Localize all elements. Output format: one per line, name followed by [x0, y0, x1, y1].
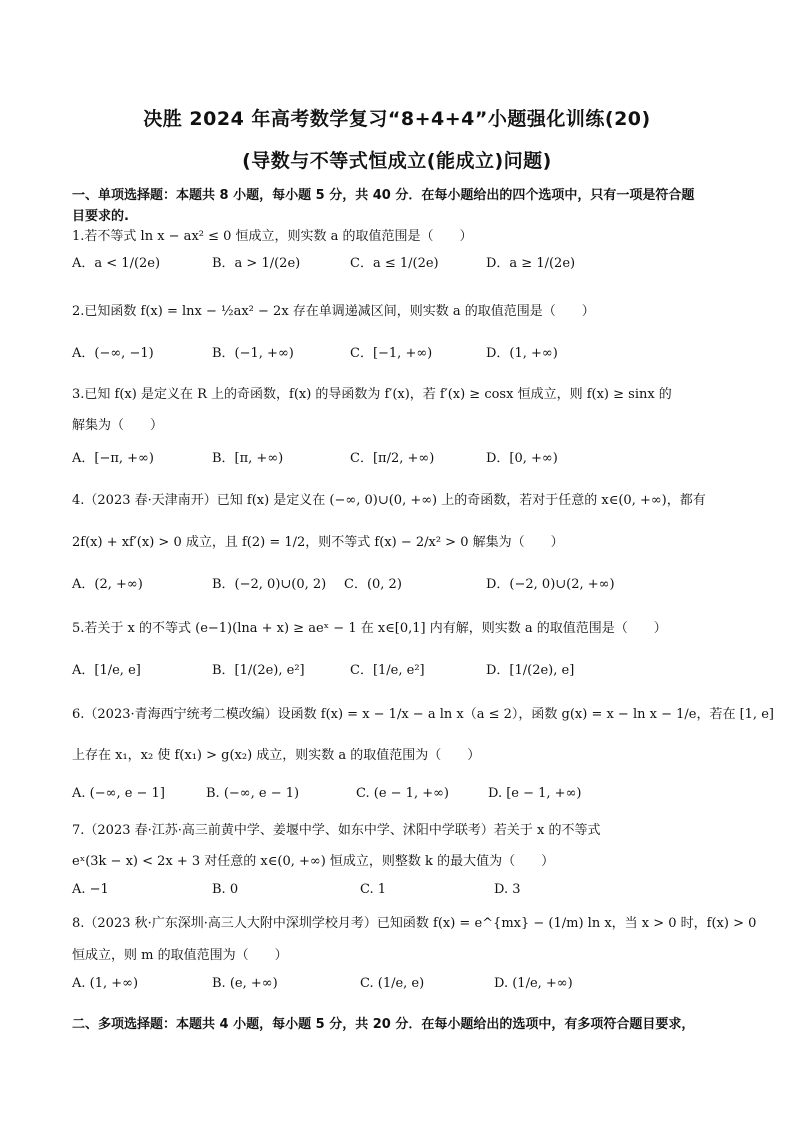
option-b: B．a > 1/(2e) [212, 256, 301, 271]
option-d: D. [e − 1, +∞) [488, 786, 582, 801]
question-8-options [72, 976, 722, 1006]
document-subtitle: (导数与不等式恒成立(能成立)问题) [242, 150, 552, 172]
question-4-stem: 4.（2023 春·天津南开）已知 f(x) 是定义在 (−∞, 0)∪(0, +∞) 上的奇函数，若对于任意的 x∈(0, +∞)，都有 [72, 493, 706, 508]
question-3-stem-cont: 解集为（ ） [72, 418, 164, 433]
option-c: C．[1/e, e²] [350, 663, 425, 678]
question-3-stem: 3.已知 f(x) 是定义在 R 上的奇函数，f(x) 的导函数为 f′(x)，若 f′(x) ≥ cosx 恒成立，则 f(x) ≥ sinx 的 [72, 387, 672, 402]
question-4-options [72, 573, 722, 603]
option-b: B．[1/(2e), e²] [212, 663, 305, 678]
option-d: D．(−2, 0)∪(2, +∞) [486, 577, 615, 592]
option-a: A．(2, +∞) [72, 577, 143, 592]
option-d: D．[0, +∞) [486, 451, 558, 466]
question-1-stem: 1.若不等式 ln x − ax² ≤ 0 恒成立，则实数 a 的取值范围是（ ） [72, 229, 473, 244]
option-d: D．[1/(2e), e] [486, 663, 575, 678]
option-d: D. (1/e, +∞) [494, 976, 573, 991]
question-6-options [72, 786, 722, 816]
question-7-stem: 7.（2023 春·江苏·高三前黄中学、姜堰中学、如东中学、沭阳中学联考）若关于 x 的不等式 [72, 823, 601, 838]
option-b: B. 0 [212, 882, 239, 897]
section-2-header: 二、多项选择题：本题共 4 小题，每小题 5 分，共 20 分．在每小题给出的选项中，有多项符合题目要求， [72, 1017, 695, 1032]
section-1-header: 一、单项选择题：本题共 8 小题，每小题 5 分，共 40 分．在每小题给出的四个选项中，只有一项是符合题 [72, 188, 695, 203]
option-c: C. 1 [360, 882, 387, 897]
question-5-stem: 5.若关于 x 的不等式 (e−1)(lna + x) ≥ aeˣ − 1 在 x∈[0,1] 内有解，则实数 a 的取值范围是（ ） [72, 621, 667, 636]
document-title: 决胜 2024 年高考数学复习“8+4+4”小题强化训练(20) [143, 108, 651, 130]
question-2-options [72, 342, 722, 372]
option-b: B．[π, +∞) [212, 451, 284, 466]
option-a: A. −1 [72, 882, 109, 897]
question-8-stem: 8.（2023 秋·广东深圳·高三人大附中深圳学校月考）已知函数 f(x) = e^{mx} − (1/m) ln x，当 x > 0 时，f(x) > 0 [72, 916, 757, 931]
question-1-options [72, 252, 722, 282]
option-c: C. (e − 1, +∞) [356, 786, 449, 801]
question-6-stem-cont: 上存在 x₁，x₂ 使 f(x₁) > g(x₂) 成立，则实数 a 的取值范围为（ ） [72, 748, 481, 763]
option-a: A．(−∞, −1) [72, 346, 154, 361]
option-c: C. (1/e, e) [360, 976, 425, 991]
option-c: C．[−1, +∞) [350, 346, 433, 361]
option-d: D．a ≥ 1/(2e) [486, 256, 576, 271]
option-c: C．(0, 2) [344, 577, 402, 592]
option-c: C．[π/2, +∞) [350, 451, 435, 466]
question-5-options [72, 659, 722, 689]
question-7-options [72, 882, 722, 912]
option-a: A. (−∞, e − 1] [72, 786, 165, 801]
question-6-stem: 6.（2023·青海西宁统考二模改编）设函数 f(x) = x − 1/x − a ln x（a ≤ 2），函数 g(x) = x − ln x − 1/e，若在 [1, e] [72, 707, 774, 722]
option-b: B. (−∞, e − 1) [206, 786, 300, 801]
question-4-stem-cont: 2f(x) + xf′(x) > 0 成立，且 f(2) = 1/2，则不等式 f(x) − 2/x² > 0 解集为（ ） [72, 535, 564, 550]
option-d: D．(1, +∞) [486, 346, 558, 361]
option-d: D. 3 [494, 882, 521, 897]
question-3-options [72, 447, 722, 477]
option-b: B．(−2, 0)∪(0, 2) [212, 577, 327, 592]
question-2-stem: 2.已知函数 f(x) = lnx − ½ax² − 2x 存在单调递减区间，则实数 a 的取值范围是（ ） [72, 304, 595, 319]
question-8-stem-cont: 恒成立，则 m 的取值范围为（ ） [72, 948, 288, 963]
option-a: A．[1/e, e] [72, 663, 141, 678]
question-7-stem-cont: eˣ(3k − x) < 2x + 3 对任意的 x∈(0, +∞) 恒成立，则整数 k 的最大值为（ ） [72, 854, 555, 869]
option-a: A．a < 1/(2e) [72, 256, 161, 271]
option-b: B. (e, +∞) [212, 976, 278, 991]
option-a: A. (1, +∞) [72, 976, 139, 991]
section-1-header-cont: 目要求的. [72, 209, 129, 224]
option-c: C．a ≤ 1/(2e) [350, 256, 439, 271]
option-a: A．[−π, +∞) [72, 451, 154, 466]
option-b: B．(−1, +∞) [212, 346, 294, 361]
